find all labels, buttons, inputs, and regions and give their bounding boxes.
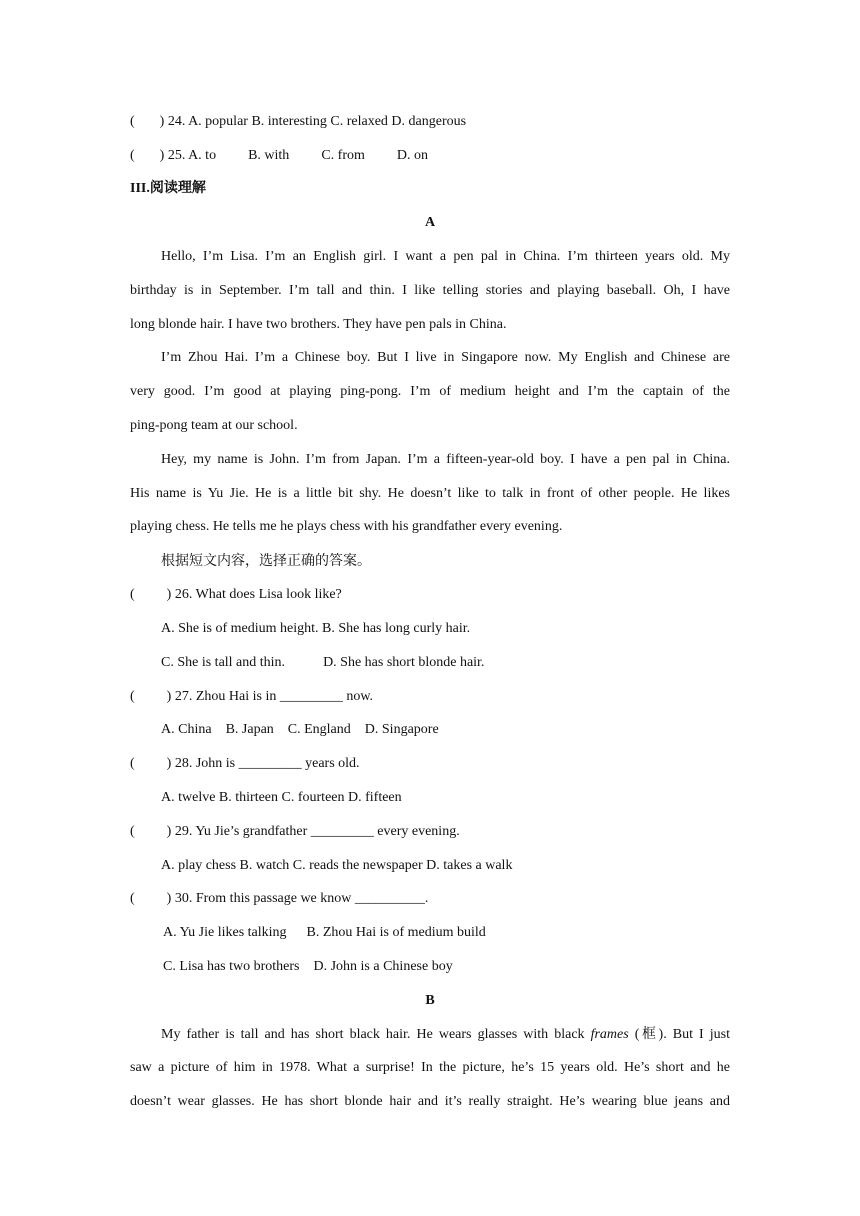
question-27-option-c: C. England <box>287 722 351 737</box>
answer-paren-open: ( <box>130 891 135 906</box>
passage-b-line1 <box>161 1026 730 1044</box>
question-27-option-d: D. Singapore <box>364 722 439 737</box>
answer-paren-close: ) <box>166 756 172 771</box>
question-25-option-d: D. on <box>396 148 428 163</box>
question-30-stem: 30. From this passage we know __________. <box>174 891 429 906</box>
passage-b-line3: doesn’t wear glasses. He has short blonde hair and it’s really straight. He’s wearing blue jeans and <box>130 1094 730 1109</box>
section-title: III.阅读理解 <box>130 181 206 196</box>
question-27-stem: 27. Zhou Hai is in _________ now. <box>174 689 374 704</box>
passage-a-p1-line1: Hello, I’m Lisa. I’m an English girl. I want a pen pal in China. I’m thirteen years old. My <box>161 249 730 264</box>
passage-a-p2-line2: very good. I’m good at playing ping-pong. I’m of medium height and I’m the captain of the <box>130 384 730 399</box>
answer-paren-close: ) <box>166 891 172 906</box>
question-26-stem: 26. What does Lisa look like? <box>174 587 342 602</box>
passage-b-line1-start: My father is tall and has short black hair. He wears glasses with black <box>161 1027 591 1042</box>
question-28-stem: 28. John is _________ years old. <box>174 756 360 771</box>
question-30-option-d: D. John is a Chinese boy <box>313 959 453 974</box>
question-30 <box>130 890 730 908</box>
question-26 <box>130 586 730 604</box>
question-29 <box>130 823 730 841</box>
question-25-option-a: 25. A. to <box>167 148 217 163</box>
question-26-option-c: C. She is tall and thin. <box>161 655 286 670</box>
answer-paren-open: ( <box>130 689 135 704</box>
question-27 <box>130 688 730 706</box>
answer-paren-close: ) <box>166 689 172 704</box>
question-27-option-a: A. China <box>161 722 212 737</box>
answer-paren-close: ) <box>166 824 172 839</box>
answer-paren-open: ( <box>130 114 135 129</box>
answer-paren-close: ) <box>159 114 165 129</box>
question-24-text: 24. A. popular B. interesting C. relaxed D. dangerous <box>167 114 467 129</box>
passage-a-heading: A <box>424 215 436 230</box>
question-25-option-c: C. from <box>321 148 365 163</box>
question-30-option-a: A. Yu Jie likes talking <box>163 925 287 940</box>
passage-a-p2-line1: I’m Zhou Hai. I’m a Chinese boy. But I live in Singapore now. My English and Chinese are <box>161 350 730 365</box>
question-25-option-b: B. with <box>248 148 290 163</box>
answer-paren-close: ) <box>166 587 172 602</box>
question-29-options: A. play chess B. watch C. reads the newspaper D. takes a walk <box>161 858 513 873</box>
passage-b-line1-end: (框). But I just <box>628 1027 730 1042</box>
question-27-option-b: B. Japan <box>225 722 274 737</box>
answer-paren-open: ( <box>130 756 135 771</box>
passage-a-p3-line3: playing chess. He tells me he plays chess with his grandfather every evening. <box>130 519 563 534</box>
answer-paren-close: ) <box>159 148 165 163</box>
question-27-options <box>161 721 730 739</box>
passage-a-p3-line2: His name is Yu Jie. He is a little bit shy. He doesn’t like to talk in front of other people. He likes <box>130 486 730 501</box>
question-26-option-d: D. She has short blonde hair. <box>323 655 485 670</box>
question-28 <box>130 755 730 773</box>
instruction: 根据短文内容，选择正确的答案。 <box>161 553 371 569</box>
answer-paren-open: ( <box>130 148 135 163</box>
question-26-options-cd <box>161 654 730 672</box>
question-30-option-b: B. Zhou Hai is of medium build <box>306 925 486 940</box>
passage-b-italic-word: frames <box>590 1027 629 1042</box>
question-28-options: A. twelve B. thirteen C. fourteen D. fifteen <box>161 790 402 805</box>
question-29-stem: 29. Yu Jie’s grandfather _________ every evening. <box>174 824 460 839</box>
passage-b-line2: saw a picture of him in 1978. What a surprise! In the picture, he’s 15 years old. He’s short and he <box>130 1060 730 1075</box>
answer-paren-open: ( <box>130 824 135 839</box>
passage-a-p1-line3: long blonde hair. I have two brothers. They have pen pals in China. <box>130 317 507 332</box>
question-24 <box>130 113 730 131</box>
answer-paren-open: ( <box>130 587 135 602</box>
passage-a-p3-line1: Hey, my name is John. I’m from Japan. I’m a fifteen-year-old boy. I have a pen pal in China. <box>161 452 730 467</box>
question-30-options-ab <box>163 924 730 942</box>
question-30-option-c: C. Lisa has two brothers <box>163 959 300 974</box>
passage-b-heading: B <box>425 993 435 1008</box>
passage-a-p1-line2: birthday is in September. I’m tall and thin. I like telling stories and playing baseball. Oh, I have <box>130 283 730 298</box>
question-25 <box>130 147 730 165</box>
question-26-options-ab: A. She is of medium height. B. She has long curly hair. <box>161 621 471 636</box>
question-30-options-cd <box>163 958 730 976</box>
passage-a-p2-line3: ping-pong team at our school. <box>130 418 298 433</box>
